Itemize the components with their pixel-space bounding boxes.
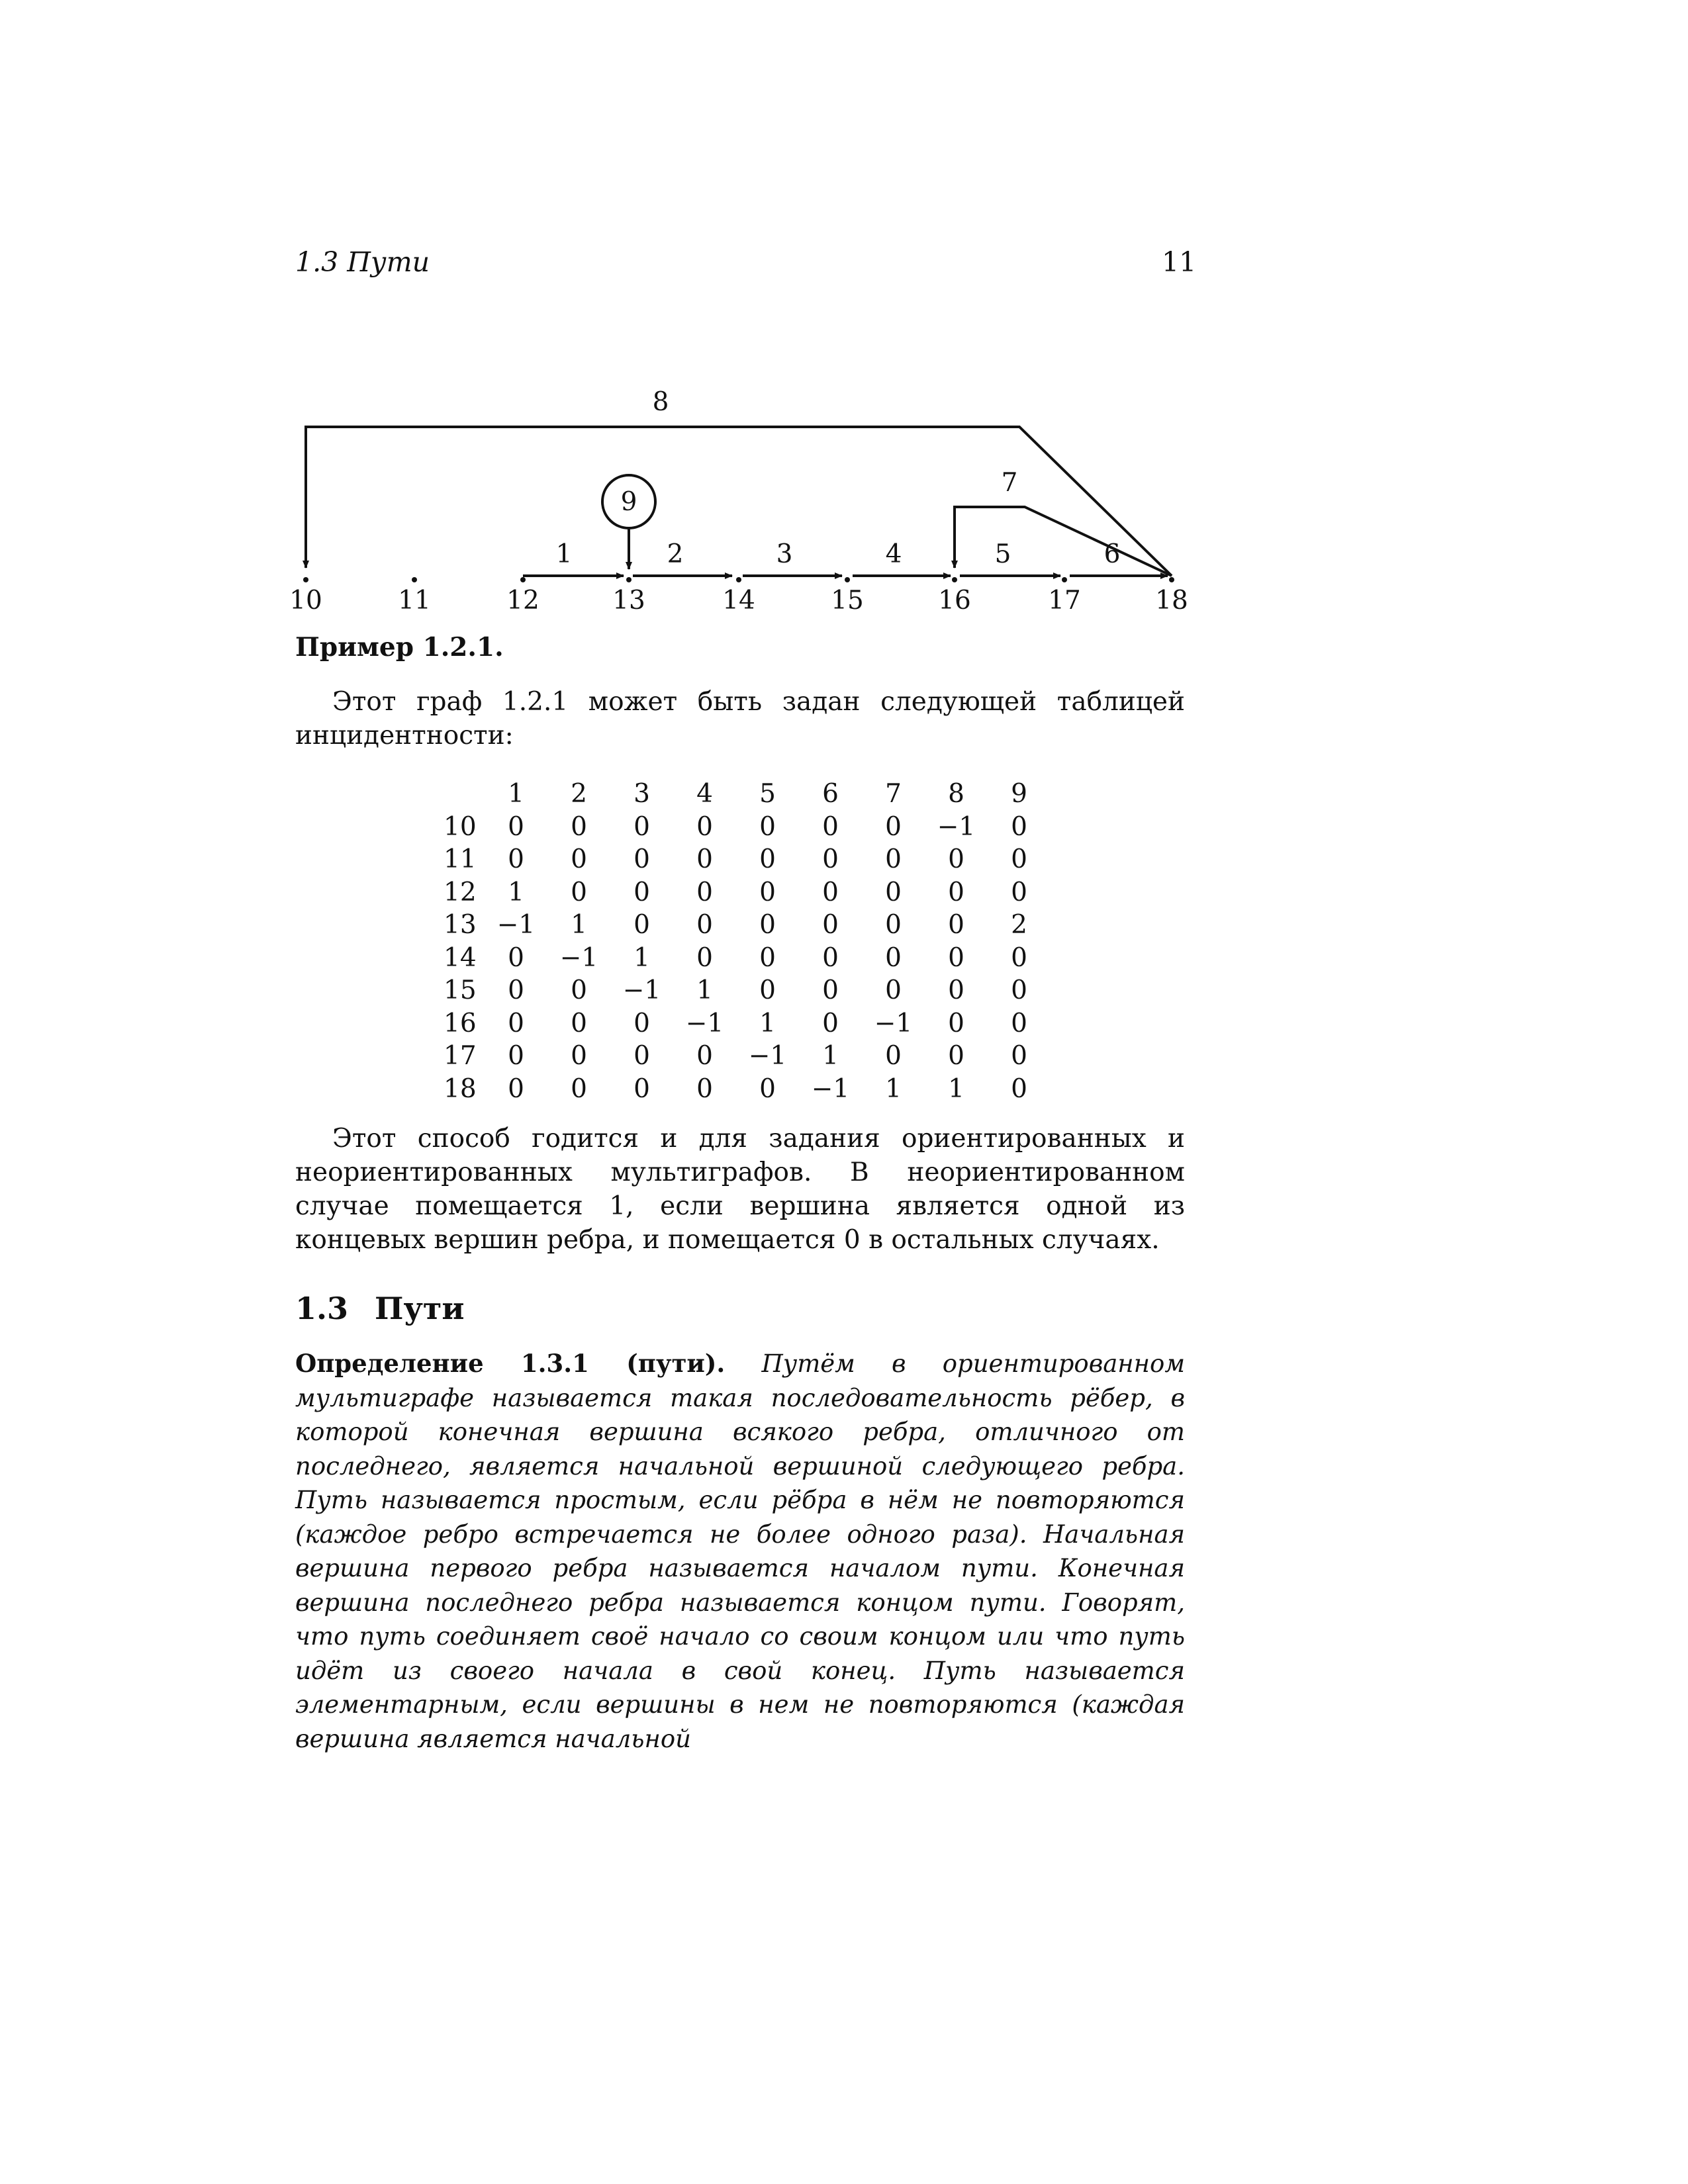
column-header: 1 bbox=[508, 779, 524, 809]
table-cell: 0 bbox=[759, 910, 776, 940]
table-cell: 0 bbox=[759, 811, 776, 842]
table-cell: 0 bbox=[633, 844, 650, 875]
svg-text:11: 11 bbox=[398, 586, 431, 615]
table-cell: 0 bbox=[885, 910, 902, 940]
table-row bbox=[444, 974, 1051, 1007]
table-cell: 0 bbox=[696, 942, 713, 973]
edge-8 bbox=[306, 427, 1172, 576]
row-header: 18 bbox=[444, 1073, 477, 1104]
table-cell: 0 bbox=[822, 877, 839, 907]
table-row bbox=[444, 1073, 1051, 1106]
table-cell: −1 bbox=[685, 1008, 724, 1038]
table-cell: 0 bbox=[508, 1073, 524, 1104]
table-row bbox=[444, 942, 1051, 975]
column-header: 7 bbox=[885, 779, 902, 809]
table-header-row bbox=[444, 778, 1051, 811]
table-cell: 0 bbox=[948, 910, 964, 940]
svg-text:13: 13 bbox=[612, 586, 645, 615]
table-cell: 0 bbox=[696, 844, 713, 875]
table-cell: 0 bbox=[948, 877, 964, 907]
svg-text:14: 14 bbox=[722, 586, 755, 615]
page-number: 11 bbox=[1162, 246, 1197, 278]
table-cell: 1 bbox=[508, 877, 524, 907]
table-cell: 0 bbox=[633, 1008, 650, 1038]
table-cell: 0 bbox=[822, 976, 839, 1006]
table-cell: 0 bbox=[1011, 1008, 1027, 1038]
table-cell: 0 bbox=[508, 1008, 524, 1038]
section-heading bbox=[295, 1291, 465, 1326]
vertex-12 bbox=[506, 577, 539, 615]
example-intro-paragraph: Этот граф 1.2.1 может быть задан следующей таблицей инцидентности: bbox=[295, 687, 1185, 751]
vertex-15 bbox=[831, 577, 864, 615]
table-cell: 0 bbox=[571, 1041, 587, 1071]
table-cell: 0 bbox=[696, 811, 713, 842]
edge-label-3: 3 bbox=[776, 539, 793, 569]
column-header: 3 bbox=[633, 779, 650, 809]
table-cell: 0 bbox=[948, 942, 964, 973]
table-row bbox=[444, 876, 1051, 909]
table-cell: 1 bbox=[696, 976, 713, 1006]
vertex-14 bbox=[722, 577, 755, 615]
table-cell: 1 bbox=[885, 1073, 902, 1104]
table-cell: 0 bbox=[1011, 877, 1027, 907]
table-cell: 0 bbox=[759, 844, 776, 875]
table-cell: 0 bbox=[759, 877, 776, 907]
row-header: 11 bbox=[444, 844, 477, 875]
table-cell: 0 bbox=[633, 1073, 650, 1104]
table-row bbox=[444, 1040, 1051, 1073]
table-cell: 1 bbox=[759, 1008, 776, 1038]
section-title: Пути bbox=[375, 1291, 465, 1326]
table-cell: 0 bbox=[696, 877, 713, 907]
table-cell: 0 bbox=[948, 1008, 964, 1038]
table-cell: 0 bbox=[948, 844, 964, 875]
table-cell: 0 bbox=[885, 976, 902, 1006]
column-header: 6 bbox=[822, 779, 839, 809]
table-cell: −1 bbox=[559, 942, 598, 973]
table-row bbox=[444, 1007, 1051, 1040]
table-cell: 0 bbox=[885, 942, 902, 973]
table-row bbox=[444, 811, 1051, 844]
row-header: 13 bbox=[444, 910, 477, 940]
row-header: 10 bbox=[444, 811, 477, 842]
table-cell: 0 bbox=[633, 877, 650, 907]
table-cell: 0 bbox=[571, 811, 587, 842]
row-header: 15 bbox=[444, 976, 477, 1006]
svg-text:15: 15 bbox=[831, 586, 864, 615]
svg-text:10: 10 bbox=[289, 586, 322, 615]
table-cell: 0 bbox=[759, 1073, 776, 1104]
table-cell: 0 bbox=[759, 942, 776, 973]
table-cell: 1 bbox=[571, 910, 587, 940]
table-cell: 0 bbox=[571, 844, 587, 875]
table-cell: −1 bbox=[811, 1073, 850, 1104]
edge-label-4: 4 bbox=[885, 539, 902, 569]
table-row bbox=[444, 843, 1051, 876]
definition-label: Определение 1.3.1 (пути). bbox=[295, 1349, 726, 1378]
column-header: 4 bbox=[696, 779, 713, 809]
table-cell: 0 bbox=[885, 811, 902, 842]
table-cell: 1 bbox=[822, 1041, 839, 1071]
multigraph-paragraph: Этот способ годится и для задания ориентированных и неориентированных мультиграфов. В неориентированном случае помещается 1, если вершина является одной из концевых вершин ребра, и помещается 0 в остальных случаях. bbox=[295, 1124, 1185, 1255]
table-cell: −1 bbox=[937, 811, 976, 842]
table-cell: 2 bbox=[1011, 910, 1027, 940]
graph-figure bbox=[285, 390, 1218, 629]
table-cell: 0 bbox=[822, 910, 839, 940]
example-title: Пример 1.2.1. bbox=[295, 632, 504, 662]
vertex-17 bbox=[1048, 577, 1081, 615]
table-cell: 1 bbox=[948, 1073, 964, 1104]
row-header: 12 bbox=[444, 877, 477, 907]
table-cell: 0 bbox=[508, 942, 524, 973]
table-cell: −1 bbox=[874, 1008, 913, 1038]
table-cell: 0 bbox=[1011, 844, 1027, 875]
table-cell: 0 bbox=[822, 1008, 839, 1038]
table-cell: 0 bbox=[696, 910, 713, 940]
table-cell: 0 bbox=[633, 811, 650, 842]
svg-text:12: 12 bbox=[506, 586, 539, 615]
table-row bbox=[444, 909, 1051, 942]
table-cell: 0 bbox=[696, 1073, 713, 1104]
row-header: 14 bbox=[444, 942, 477, 973]
table-cell: 0 bbox=[759, 976, 776, 1006]
table-cell: 0 bbox=[1011, 976, 1027, 1006]
table-cell: 0 bbox=[633, 910, 650, 940]
edge-label-5: 5 bbox=[994, 539, 1011, 569]
svg-text:17: 17 bbox=[1048, 586, 1081, 615]
column-header: 9 bbox=[1011, 779, 1027, 809]
edge-label-1: 1 bbox=[555, 539, 573, 569]
table-cell: 0 bbox=[822, 844, 839, 875]
table-cell: 0 bbox=[633, 1041, 650, 1071]
table-cell: 0 bbox=[948, 976, 964, 1006]
table-cell: 0 bbox=[696, 1041, 713, 1071]
incidence-table bbox=[444, 778, 1051, 1105]
table-cell: 0 bbox=[571, 1073, 587, 1104]
svg-text:18: 18 bbox=[1155, 586, 1188, 615]
running-head: 1.3 Пути bbox=[295, 246, 430, 278]
svg-text:16: 16 bbox=[938, 586, 971, 615]
definition-text: Путём в ориентированном мультиграфе называется такая последовательность рёбер, в которой конечная вершина всякого ребра, отличного от последнего, является начальной вершиной следующего ребра. Путь называется простым, если рёбра в нём не повторяются (каждое ребро встречается не более одного раза). Начальная вершина первого ребра называется началом пути. Конечная вершина последнего ребра называется концом пути. Говорят, что путь соединяет своё начало со своим концом или что путь идёт из своего начала в свой конец. Путь называется элементарным, если вершины в нем не повторяются (каждая вершина является начальной bbox=[295, 1349, 1185, 1753]
definition-block bbox=[295, 1347, 1185, 1756]
row-header: 16 bbox=[444, 1008, 477, 1038]
table-cell: 0 bbox=[1011, 942, 1027, 973]
table-cell: 0 bbox=[571, 877, 587, 907]
edge-label-6: 6 bbox=[1103, 539, 1121, 569]
edge-label-2: 2 bbox=[667, 539, 684, 569]
corner-cell bbox=[444, 778, 485, 811]
table-cell: 0 bbox=[508, 1041, 524, 1071]
table-cell: 0 bbox=[508, 811, 524, 842]
table-cell: 0 bbox=[1011, 1073, 1027, 1104]
row-header: 17 bbox=[444, 1041, 477, 1071]
edge-label-9: 9 bbox=[620, 487, 637, 517]
vertex-11 bbox=[398, 577, 431, 615]
column-header: 8 bbox=[948, 779, 964, 809]
vertex-18 bbox=[1155, 577, 1188, 615]
table-cell: 0 bbox=[885, 877, 902, 907]
edge-7 bbox=[955, 507, 1172, 576]
table-cell: 0 bbox=[885, 844, 902, 875]
table-cell: 0 bbox=[571, 976, 587, 1006]
vertex-13 bbox=[612, 577, 645, 615]
table-cell: −1 bbox=[748, 1041, 787, 1071]
table-cell: 0 bbox=[1011, 811, 1027, 842]
section-number: 1.3 bbox=[295, 1291, 349, 1326]
table-cell: 0 bbox=[508, 976, 524, 1006]
vertex-10 bbox=[289, 577, 322, 615]
table-cell: −1 bbox=[622, 976, 661, 1006]
vertex-16 bbox=[938, 577, 971, 615]
table-cell: 0 bbox=[822, 811, 839, 842]
table-cell: 1 bbox=[633, 942, 650, 973]
table-cell: 0 bbox=[948, 1041, 964, 1071]
edge-label-7: 7 bbox=[1001, 468, 1018, 498]
table-cell: 0 bbox=[1011, 1041, 1027, 1071]
column-header: 2 bbox=[571, 779, 587, 809]
table-cell: 0 bbox=[508, 844, 524, 875]
table-cell: 0 bbox=[885, 1041, 902, 1071]
table-cell: −1 bbox=[496, 910, 536, 940]
table-cell: 0 bbox=[571, 1008, 587, 1038]
column-header: 5 bbox=[759, 779, 776, 809]
edge-label-8: 8 bbox=[652, 390, 669, 417]
table-cell: 0 bbox=[822, 942, 839, 973]
